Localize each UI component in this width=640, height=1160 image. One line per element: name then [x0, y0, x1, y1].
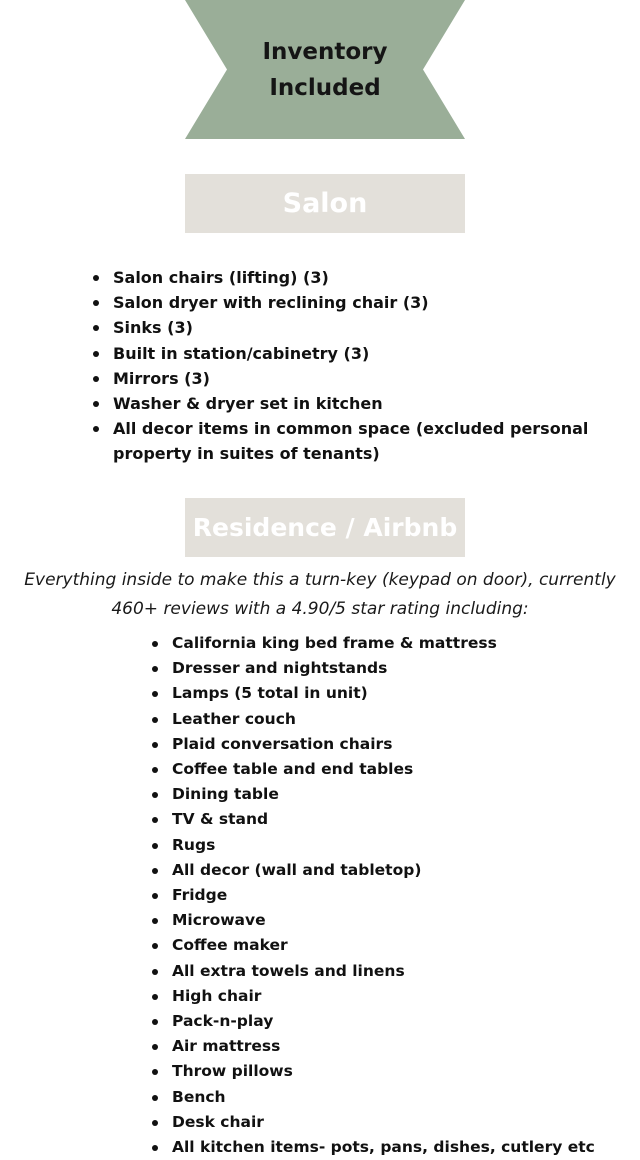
list-item: Sinks (3)	[113, 315, 633, 340]
list-item: Dresser and nightstands	[172, 656, 632, 681]
list-item: Washer & dryer set in kitchen	[113, 391, 633, 416]
list-item: Desk chair	[172, 1110, 632, 1135]
list-item: Air mattress	[172, 1034, 632, 1059]
intro-line: 460+ reviews with a 4.90/5 star rating including:	[111, 599, 529, 619]
list-item: All kitchen items- pots, pans, dishes, cutlery etc	[172, 1135, 632, 1160]
list-item: All extra towels and linens	[172, 959, 632, 984]
salon-heading: Salon	[185, 174, 465, 233]
list-item: Plaid conversation chairs	[172, 732, 632, 757]
list-item: High chair	[172, 984, 632, 1009]
list-item: Salon dryer with reclining chair (3)	[113, 290, 633, 315]
list-item: Throw pillows	[172, 1059, 632, 1084]
intro-line: Everything inside to make this a turn-key (keypad on door), currently	[24, 570, 616, 590]
list-item: All decor (wall and tabletop)	[172, 858, 632, 883]
list-item: Mirrors (3)	[113, 366, 633, 391]
list-item: Dining table	[172, 782, 632, 807]
salon-item-list	[113, 265, 633, 467]
list-item: TV & stand	[172, 807, 632, 832]
residence-item-list	[172, 631, 632, 1160]
list-item: Pack-n-play	[172, 1009, 632, 1034]
list-item: Salon chairs (lifting) (3)	[113, 265, 633, 290]
residence-intro	[0, 566, 640, 624]
list-item: Built in station/cabinetry (3)	[113, 341, 633, 366]
banner-title: Inventory Included	[262, 39, 388, 101]
list-item: Bench	[172, 1085, 632, 1110]
residence-heading: Residence / Airbnb	[185, 498, 465, 557]
list-item: Coffee maker	[172, 933, 632, 958]
list-item: Coffee table and end tables	[172, 757, 632, 782]
list-item: All decor items in common space (excluded personal property in suites of tenants)	[113, 416, 633, 466]
list-item: Lamps (5 total in unit)	[172, 681, 632, 706]
list-item: Microwave	[172, 908, 632, 933]
list-item: California king bed frame & mattress	[172, 631, 632, 656]
list-item: Leather couch	[172, 707, 632, 732]
list-item: Fridge	[172, 883, 632, 908]
list-item: Rugs	[172, 833, 632, 858]
